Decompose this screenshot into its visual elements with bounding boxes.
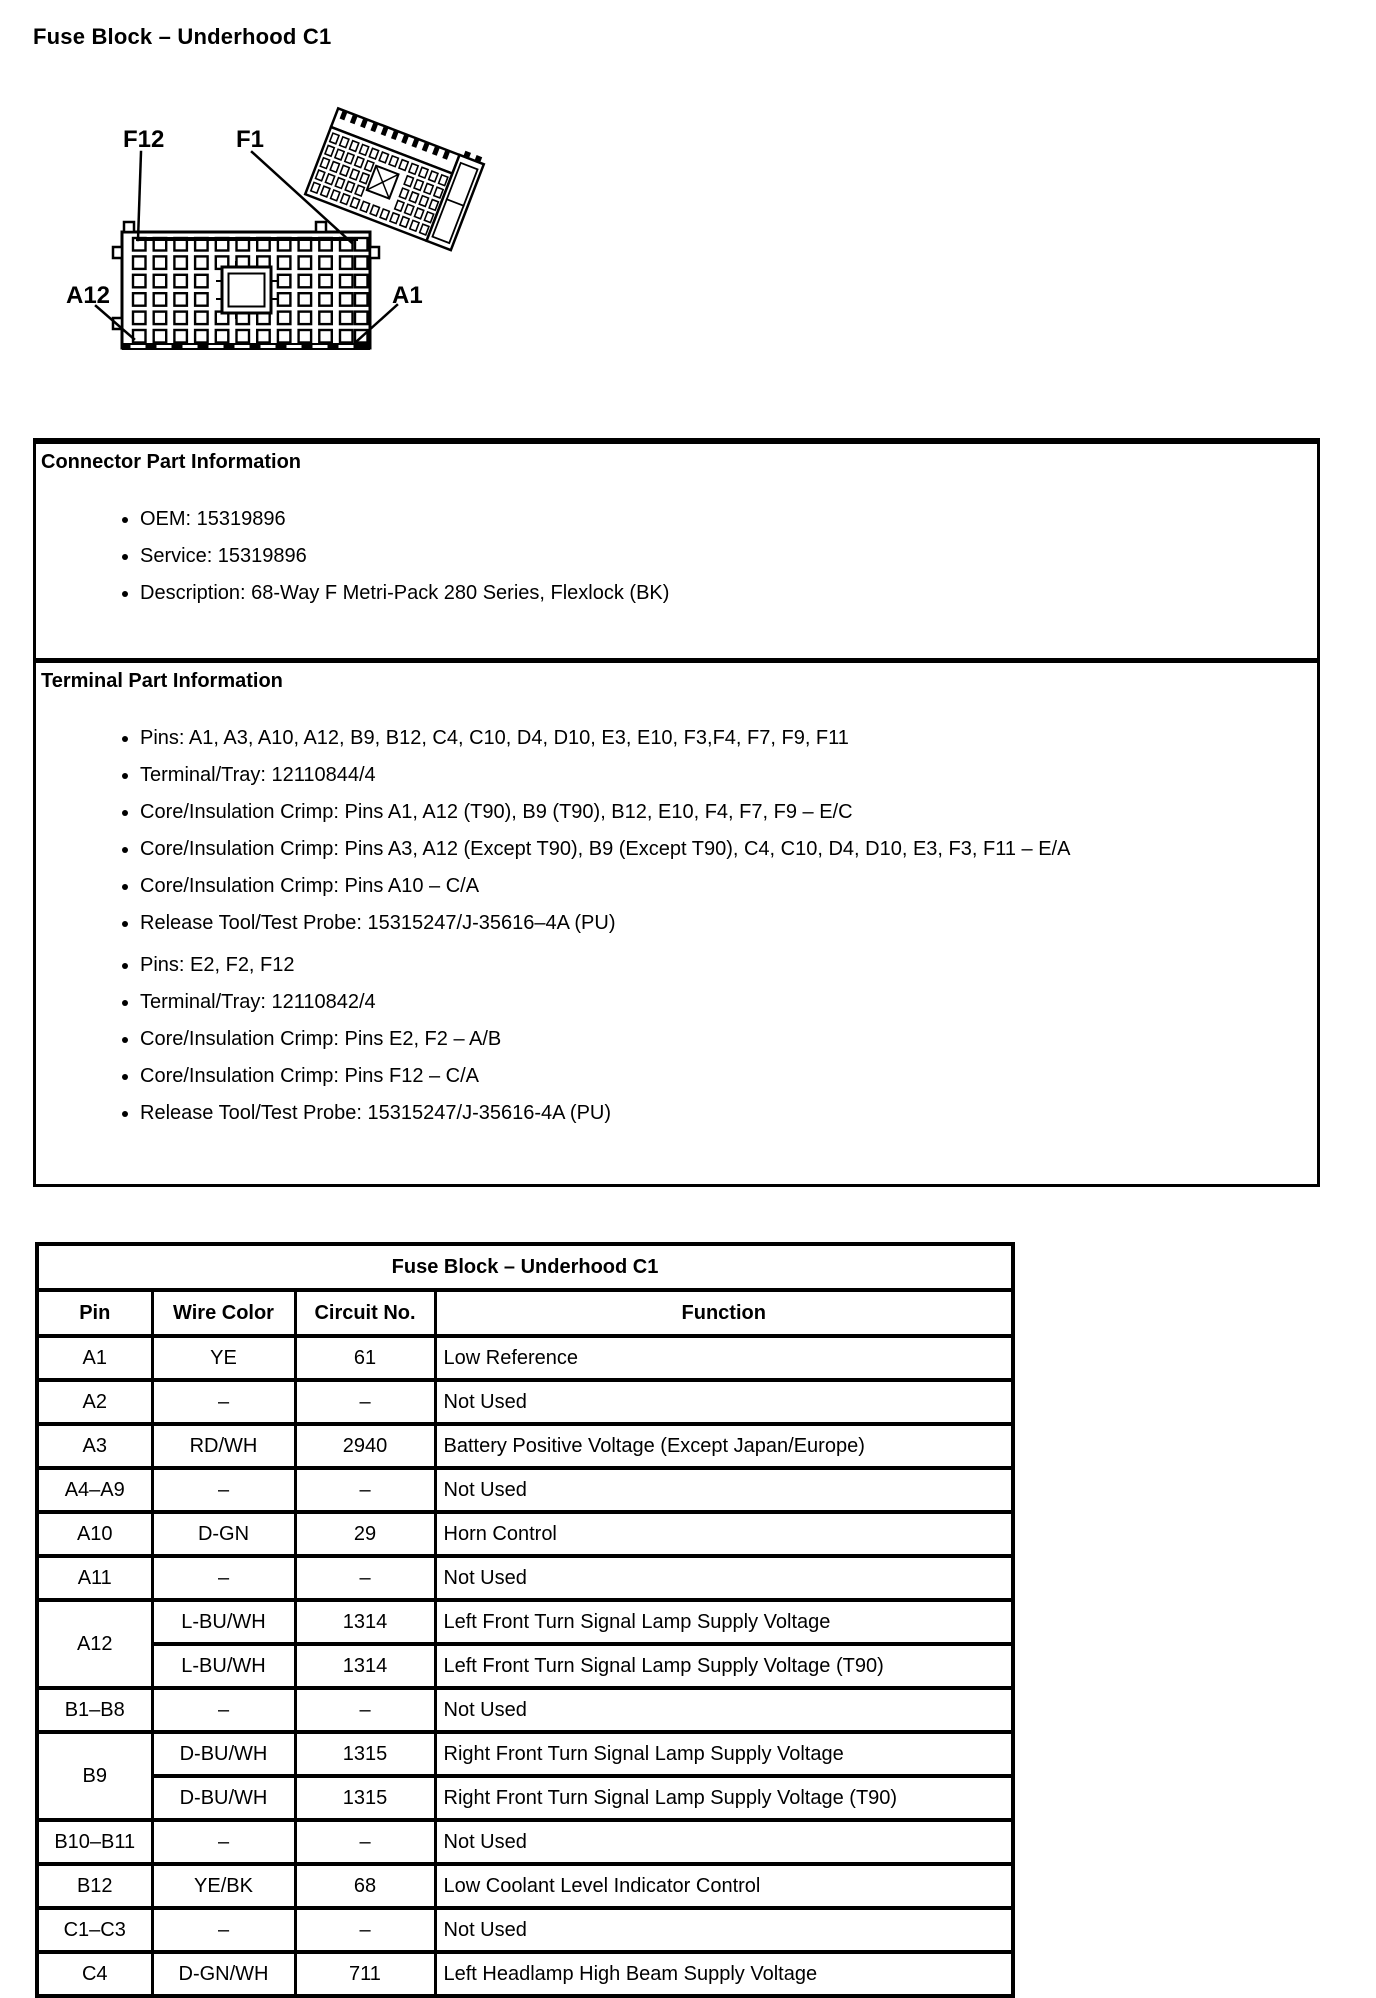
table-title-row: [37, 1244, 1013, 1290]
function-cell: Left Front Turn Signal Lamp Supply Voltage (T90): [435, 1644, 1013, 1688]
column-header-function: Function: [435, 1290, 1013, 1336]
side-tab-right: [370, 247, 379, 258]
table-row: [37, 1776, 1013, 1820]
bullet-item: • Pins: A1, A3, A10, A12, B9, B12, C4, C10, D4, D10, E3, E10, F3,F4, F7, F9, F11: [140, 728, 1317, 748]
terminal-info-heading: Terminal Part Information: [41, 670, 283, 692]
column-header-wire-color: Wire Color: [152, 1290, 295, 1336]
function-cell: Not Used: [435, 1908, 1013, 1952]
circuit-no-cell: –: [295, 1820, 435, 1864]
bottom-rail: [122, 343, 370, 350]
table-title: Fuse Block – Underhood C1: [37, 1244, 1013, 1290]
table-row: [37, 1424, 1013, 1468]
table-row: [37, 1864, 1013, 1908]
pin-cell: A10: [37, 1512, 152, 1556]
bullet-item: • Terminal/Tray: 12110842/4: [140, 992, 1317, 1012]
wire-color-cell: D-GN: [152, 1512, 295, 1556]
pin-cell: A3: [37, 1424, 152, 1468]
table-row: [37, 1732, 1013, 1776]
bullet-item: • Pins: E2, F2, F12: [140, 955, 1317, 975]
function-cell: Not Used: [435, 1380, 1013, 1424]
pin-label-f1: F1: [236, 126, 265, 153]
bullet-item: • Service: 15319896: [140, 546, 1317, 566]
function-cell: Not Used: [435, 1688, 1013, 1732]
connector-info-heading: Connector Part Information: [41, 451, 302, 473]
bullet-item: • Description: 68-Way F Metri-Pack 280 Series, Flexlock (BK): [140, 583, 1317, 603]
function-cell: Left Headlamp High Beam Supply Voltage: [435, 1952, 1013, 1996]
terminal-info-list-1: [36, 728, 1317, 933]
bullet-item: • Release Tool/Test Probe: 15315247/J-35616–4A (PU): [140, 913, 1317, 933]
side-tab-left-upper: [113, 247, 122, 258]
wire-color-cell: –: [152, 1908, 295, 1952]
circuit-no-cell: –: [295, 1380, 435, 1424]
circuit-no-cell: 711: [295, 1952, 435, 1996]
top-latch-right: [316, 222, 326, 232]
wire-color-cell: –: [152, 1688, 295, 1732]
table-row: [37, 1600, 1013, 1644]
wire-color-cell: D-GN/WH: [152, 1952, 295, 1996]
connector-diagram: [0, 60, 520, 370]
table-row: [37, 1336, 1013, 1380]
function-cell: Low Coolant Level Indicator Control: [435, 1864, 1013, 1908]
terminal-part-information-section: [36, 658, 1317, 1123]
wire-color-cell: –: [152, 1556, 295, 1600]
pin-cell: B10–B11: [37, 1820, 152, 1864]
pin-label-a1: A1: [392, 282, 423, 309]
bullet-item: • Core/Insulation Crimp: Pins A1, A12 (T90), B9 (T90), B12, E10, F4, F7, F9 – E/C: [140, 802, 1317, 822]
page-title: Fuse Block – Underhood C1: [33, 24, 332, 49]
circuit-no-cell: –: [295, 1908, 435, 1952]
column-header-pin: Pin: [37, 1290, 152, 1336]
wire-color-cell: –: [152, 1468, 295, 1512]
wire-color-cell: YE/BK: [152, 1864, 295, 1908]
connector-isometric-view: [305, 103, 486, 250]
table-row: [37, 1512, 1013, 1556]
wire-color-cell: YE: [152, 1336, 295, 1380]
circuit-no-cell: 68: [295, 1864, 435, 1908]
wire-color-cell: D-BU/WH: [152, 1732, 295, 1776]
table-row: [37, 1820, 1013, 1864]
table-row: [37, 1380, 1013, 1424]
wire-color-cell: L-BU/WH: [152, 1644, 295, 1688]
wire-color-cell: –: [152, 1380, 295, 1424]
bullet-item: • Core/Insulation Crimp: Pins F12 – C/A: [140, 1066, 1317, 1086]
wire-color-cell: L-BU/WH: [152, 1600, 295, 1644]
top-latch-left: [124, 222, 134, 232]
circuit-no-cell: 61: [295, 1336, 435, 1380]
circuit-no-cell: 1315: [295, 1776, 435, 1820]
wire-color-cell: RD/WH: [152, 1424, 295, 1468]
connector-info-list: [36, 509, 1317, 603]
pin-cell: A2: [37, 1380, 152, 1424]
table-row: [37, 1952, 1013, 1996]
function-cell: Horn Control: [435, 1512, 1013, 1556]
table-row: [37, 1468, 1013, 1512]
circuit-no-cell: 2940: [295, 1424, 435, 1468]
wire-color-cell: –: [152, 1820, 295, 1864]
function-cell: Battery Positive Voltage (Except Japan/Europe): [435, 1424, 1013, 1468]
bullet-item: • Core/Insulation Crimp: Pins E2, F2 – A/B: [140, 1029, 1317, 1049]
circuit-no-cell: –: [295, 1468, 435, 1512]
bullet-item: • Core/Insulation Crimp: Pins A10 – C/A: [140, 876, 1317, 896]
pin-cell: A12: [37, 1600, 152, 1688]
pin-cell: A11: [37, 1556, 152, 1600]
circuit-no-cell: 29: [295, 1512, 435, 1556]
function-cell: Not Used: [435, 1820, 1013, 1864]
table-row: [37, 1556, 1013, 1600]
fuse-block-table: [35, 1242, 1015, 1998]
pin-cell: B12: [37, 1864, 152, 1908]
leader-line-f12: [138, 152, 141, 240]
pin-cell: C4: [37, 1952, 152, 1996]
bullet-item: • Release Tool/Test Probe: 15315247/J-35616-4A (PU): [140, 1103, 1317, 1123]
bullet-item: • Terminal/Tray: 12110844/4: [140, 765, 1317, 785]
circuit-no-cell: 1314: [295, 1600, 435, 1644]
function-cell: Right Front Turn Signal Lamp Supply Voltage: [435, 1732, 1013, 1776]
bullet-item: • Core/Insulation Crimp: Pins A3, A12 (Except T90), B9 (Except T90), C4, C10, D4, D10, E3, F3, F11 – E/A: [140, 839, 1317, 859]
table-row: [37, 1908, 1013, 1952]
circuit-no-cell: –: [295, 1688, 435, 1732]
circuit-no-cell: –: [295, 1556, 435, 1600]
bullet-item: • OEM: 15319896: [140, 509, 1317, 529]
function-cell: Not Used: [435, 1556, 1013, 1600]
function-cell: Low Reference: [435, 1336, 1013, 1380]
terminal-info-list-2: [36, 955, 1317, 1123]
center-cavity: [217, 262, 276, 318]
part-information-box: [33, 438, 1320, 1187]
function-cell: Left Front Turn Signal Lamp Supply Voltage: [435, 1600, 1013, 1644]
pin-cell: A1: [37, 1336, 152, 1380]
pin-cell: B9: [37, 1732, 152, 1820]
table-row: [37, 1688, 1013, 1732]
connector-part-information-section: [36, 444, 1317, 658]
connector-front-view: [113, 222, 379, 350]
pin-cell: A4–A9: [37, 1468, 152, 1512]
pin-label-f12: F12: [123, 126, 165, 153]
pin-label-a12: A12: [66, 282, 111, 309]
circuit-no-cell: 1314: [295, 1644, 435, 1688]
table-row: [37, 1644, 1013, 1688]
wire-color-cell: D-BU/WH: [152, 1776, 295, 1820]
pin-cell: B1–B8: [37, 1688, 152, 1732]
circuit-no-cell: 1315: [295, 1732, 435, 1776]
column-header-circuit-no: Circuit No.: [295, 1290, 435, 1336]
pin-cell: C1–C3: [37, 1908, 152, 1952]
function-cell: Not Used: [435, 1468, 1013, 1512]
table-header-row: [37, 1290, 1013, 1336]
function-cell: Right Front Turn Signal Lamp Supply Voltage (T90): [435, 1776, 1013, 1820]
